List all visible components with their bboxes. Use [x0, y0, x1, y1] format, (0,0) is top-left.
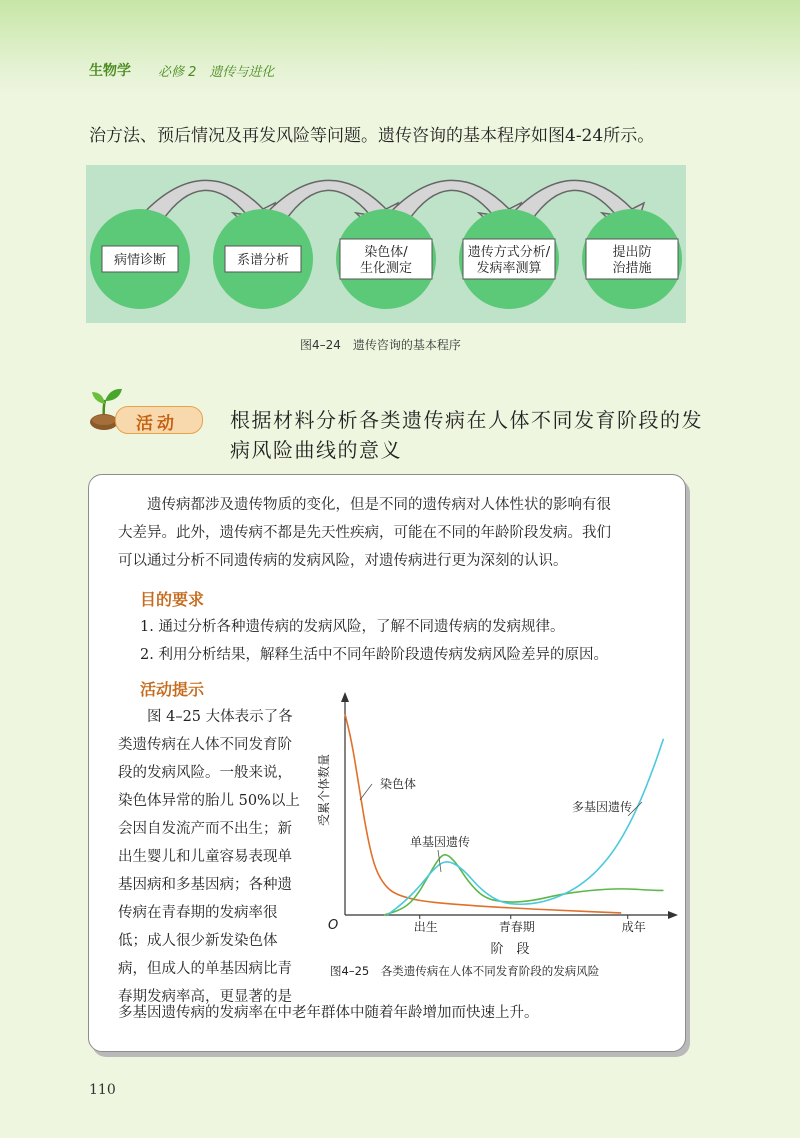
activity-badge: [115, 406, 203, 434]
tips-line: 图 4–25 大体表示了各: [118, 709, 293, 725]
page-number: 110: [89, 1082, 116, 1098]
series-label: 多基因遗传: [572, 800, 633, 814]
goal-item: 1. 通过分析各种遗传病的发病风险，了解不同遗传病的发病规律。: [140, 619, 565, 635]
tips-line: 会因自发流产而不出生；新: [118, 821, 292, 837]
origin-label: O: [328, 918, 339, 933]
x-tick-label: 青春期: [498, 920, 535, 934]
goals-heading: 目的要求: [140, 590, 205, 609]
series-label: 单基因遗传: [410, 835, 471, 849]
tips-heading: 活动提示: [140, 680, 205, 699]
risk-curve-chart: [310, 690, 680, 990]
tips-line: 低；成人很少新发染色体: [118, 933, 278, 949]
tips-line: 类遗传病在人体不同发育阶: [118, 737, 292, 753]
y-axis-label: 受累个体数量: [317, 753, 331, 827]
figure-4-25-caption: 图4–25 各类遗传病在人体不同发育阶段的发病风险: [330, 964, 600, 978]
intro-paragraph-line: 大差异。此外，遗传病不都是先天性疾病，可能在不同的年龄阶段发病。我们: [118, 525, 611, 541]
leader-line: [438, 850, 441, 872]
intro-paragraph: [118, 491, 611, 575]
leader-line: [360, 784, 372, 800]
figure-4-24-caption: 图4–24 遗传咨询的基本程序: [300, 338, 461, 352]
series-line: [384, 855, 664, 915]
x-tick-label: 出生: [413, 920, 438, 934]
y-axis-arrow-icon: [341, 692, 349, 702]
x-axis-arrow-icon: [668, 911, 678, 919]
flow-step-label: 发病率测算: [476, 261, 542, 276]
tips-paragraph: [118, 703, 313, 1011]
goals-list: [140, 613, 608, 669]
header-book-title: 必修 2 遗传与进化: [158, 65, 275, 80]
activity-badge-label: 活动: [136, 414, 178, 434]
tips-line: 出生婴儿和儿童容易表现单: [118, 849, 292, 865]
x-tick-label: 成年: [621, 920, 646, 934]
flow-step-label: 遗传方式分析/: [467, 245, 551, 260]
flow-step-label: 染色体/: [364, 245, 408, 260]
flow-step-label: 治措施: [612, 261, 652, 276]
flow-step-label: 生化测定: [359, 261, 413, 276]
tips-line: 基因病和多基因病；各种遗: [118, 877, 292, 893]
flow-diagram: [86, 165, 686, 323]
flow-step-label: 系谱分析: [236, 253, 290, 268]
flow-diagram-panel: [86, 165, 686, 323]
tips-line: 染色体异常的胎儿 50%以上: [118, 793, 300, 809]
tips-line: 春期发病率高，更显著的是: [118, 989, 292, 1005]
activity-title: 根据材料分析各类遗传病在人体不同发育阶段的发病风险曲线的意义: [230, 408, 703, 462]
page-header-band: [0, 0, 800, 96]
header-subject: 生物学: [89, 63, 131, 79]
intro-text: 治方法、预后情况及再发风险等问题。遗传咨询的基本程序如图4-24所示。: [89, 126, 655, 146]
x-axis-label: 阶 段: [490, 942, 530, 957]
goal-item: 2. 利用分析结果，解释生活中不同年龄阶段遗传病发病风险差异的原因。: [140, 647, 608, 663]
series-label: 染色体: [380, 777, 417, 791]
tips-line: 病，但成人的单基因病比青: [118, 961, 292, 977]
tips-line: 段的发病风险。一般来说，: [118, 765, 292, 781]
flow-step-label: 提出防: [612, 245, 652, 260]
intro-paragraph-line: 遗传病都涉及遗传物质的变化，但是不同的遗传病对人体性状的影响有很: [118, 497, 611, 513]
flow-step-label: 病情诊断: [113, 253, 167, 268]
intro-paragraph-line: 可以通过分析不同遗传病的发病风险，对遗传病进行更为深刻的认识。: [118, 553, 568, 569]
final-line: 多基因遗传病的发病率在中老年群体中随着年龄增加而快速上升。: [118, 1005, 539, 1021]
tips-line: 传病在青春期的发病率很: [118, 905, 278, 921]
